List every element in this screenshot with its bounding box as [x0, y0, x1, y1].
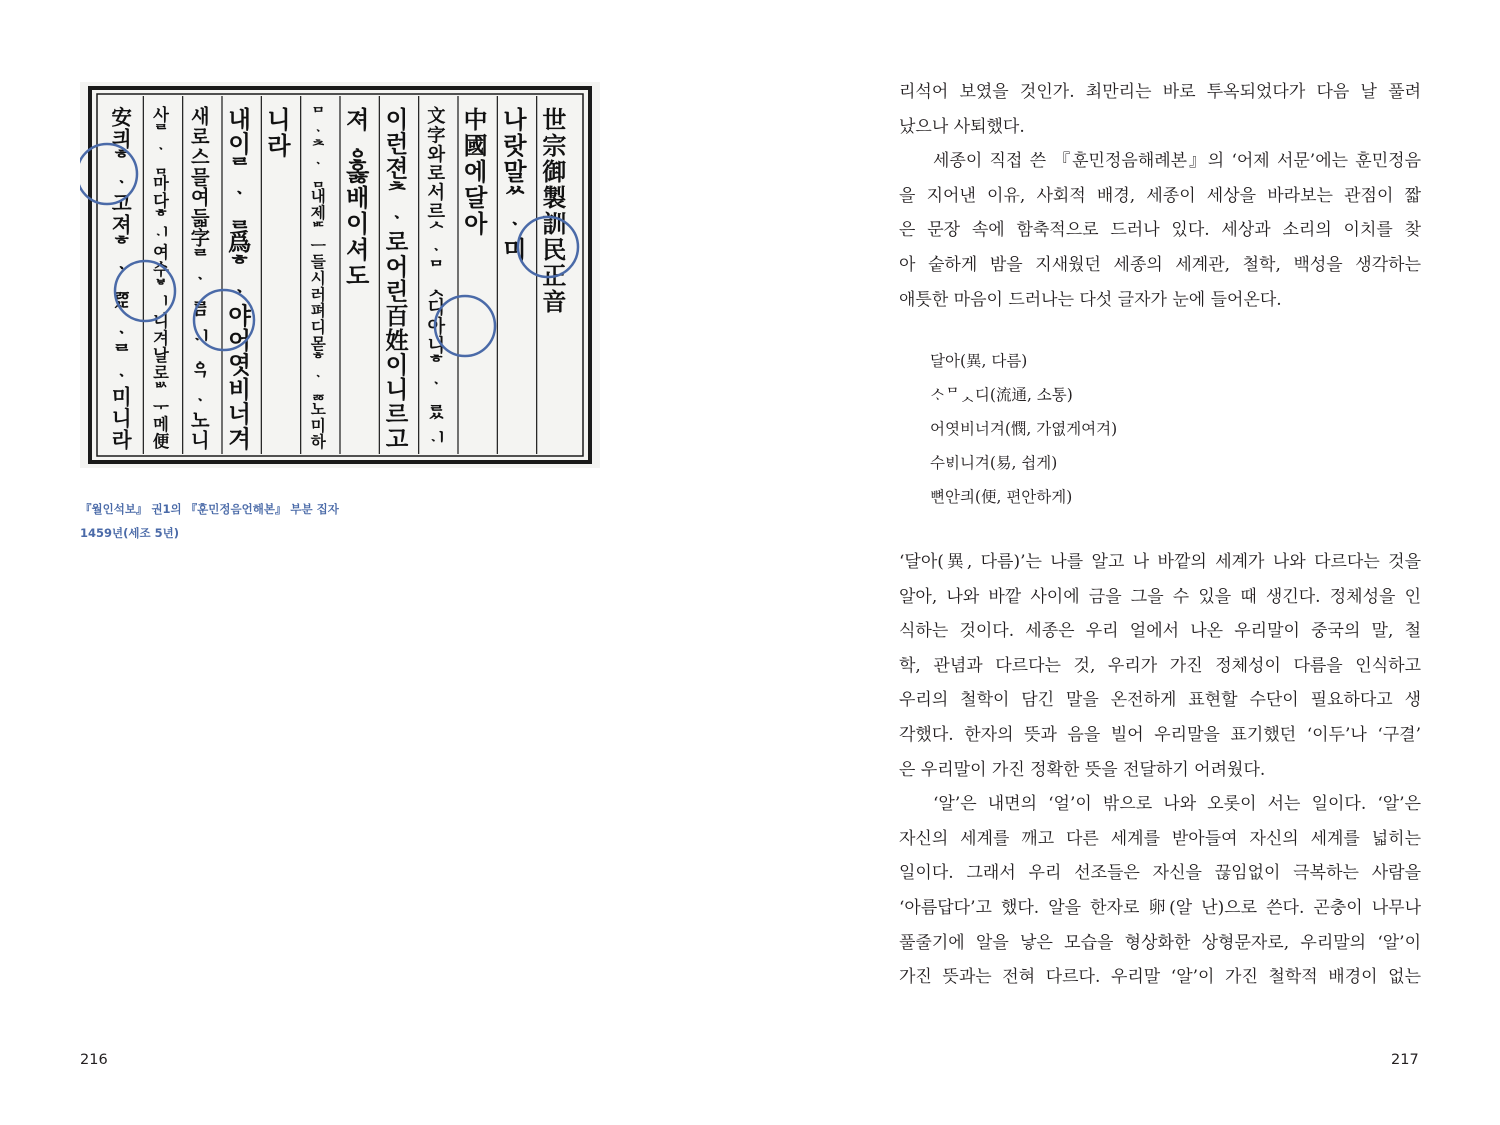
paragraph-3-line: 우리의 철학이 담긴 말을 온전하게 표현할 수단이 필요하다고 생 [899, 690, 1421, 711]
manuscript-glyph: 마 [153, 174, 169, 194]
manuscript-glyph: ᄫ [153, 277, 169, 297]
manuscript-glyph: ᆞ [191, 388, 210, 412]
manuscript-glyph: 姓 [385, 327, 409, 355]
manuscript-glyph: 미 [111, 384, 132, 409]
manuscript-glyph: 와 [427, 144, 446, 166]
manuscript-glyph: ᄀ [191, 368, 210, 392]
manuscript-glyph: 아 [427, 316, 446, 338]
manuscript-glyph: ᆷ [310, 171, 326, 190]
paragraph-2-line: 애틋한 마음이 드러나는 다섯 글자가 눈에 들어온다. [899, 289, 1282, 310]
manuscript-glyph: ᄅ [153, 122, 169, 142]
manuscript-glyph: 訓 [542, 210, 567, 238]
manuscript-glyph: ᄒ [228, 253, 251, 281]
word-list-item: ᄉᆞᄆᆺ디(流通, 소통) [930, 386, 1073, 404]
manuscript-glyph: 니 [427, 335, 446, 357]
manuscript-glyph: ᄡ [153, 380, 169, 400]
word-list-item: 뼌안킈(便, 편안하게) [930, 488, 1073, 506]
manuscript-glyph: 비 [228, 376, 251, 404]
manuscript-facsimile [80, 82, 600, 468]
paragraph-4-line: ‘아름답다’고 했다. 알을 한자로 卵(알 난)으로 쓴다. 곤충이 나무나 [899, 897, 1421, 918]
manuscript-glyph: 너 [228, 401, 251, 429]
manuscript-glyph: ᄯ [111, 298, 132, 323]
manuscript-glyph: ᄒ [310, 351, 326, 370]
manuscript-glyph: 로 [427, 163, 446, 185]
manuscript-glyph: 御 [542, 158, 567, 186]
manuscript-glyph: 엿 [228, 352, 251, 380]
manuscript-glyph: 겨 [228, 425, 251, 453]
manuscript-glyph: 라 [111, 427, 132, 452]
manuscript-glyph: 便 [152, 432, 170, 452]
manuscript-glyph: ᄎ [310, 138, 326, 157]
manuscript-glyph: 스 [191, 145, 210, 169]
word-list-item: 어엿비너겨(憫, 가엾게여겨) [930, 420, 1118, 438]
manuscript-glyph: 듧 [191, 206, 210, 230]
manuscript-glyph: 고 [385, 425, 409, 453]
paragraph-2-line: 은 문장 속에 함축적으로 드러나 있다. 세상과 소리의 이치를 찾 [899, 220, 1421, 241]
paragraph-4-line: ‘알’은 내면의 ‘얼’이 밖으로 나와 오롯이 서는 일이다. ‘알’은 [933, 794, 1421, 815]
manuscript-glyph: 메 [153, 414, 169, 434]
paragraph-3-line: ‘달아(異, 다름)’는 나를 알고 나 바깥의 세계가 나와 다르다는 것을 [899, 552, 1421, 572]
manuscript-glyph: 音 [542, 288, 567, 316]
text-block-top [899, 75, 1421, 317]
manuscript-glyph: 르 [385, 401, 409, 429]
manuscript-glyph: 도 [346, 262, 370, 290]
manuscript-glyph: 미 [503, 236, 527, 264]
manuscript-glyph: 노 [191, 408, 210, 432]
manuscript-glyph: 몯 [310, 334, 326, 353]
manuscript-glyph: 홇 [346, 158, 370, 186]
manuscript-glyph: 百 [385, 302, 409, 330]
paragraph-3-line: 각했다. 한자의 뜻과 음을 빌어 우리말을 표기했던 ‘이두’나 ‘구결’ [899, 724, 1421, 745]
paragraph-3-line: 은 우리말이 가진 정확한 뜻을 전달하기 어려웠다. [899, 759, 1266, 780]
manuscript-glyph: 고 [111, 191, 132, 216]
paragraph-4-line: 가진 뜻과는 전혀 다르다. 우리말 ‘알’이 가진 철학적 배경이 없는 [899, 967, 1421, 988]
manuscript-glyph: ᆡ [191, 327, 210, 351]
manuscript-glyph: 말 [503, 158, 527, 186]
manuscript-glyph: ᇙ [111, 277, 132, 302]
manuscript-glyph: 노 [310, 400, 326, 419]
manuscript-glyph: 러 [310, 285, 326, 304]
page-number-left: 216 [80, 1052, 108, 1068]
manuscript-glyph: ᄒ [427, 354, 446, 376]
manuscript-glyph: 安 [111, 105, 132, 130]
manuscript-glyph: ᆞ [310, 367, 326, 386]
manuscript-glyph: 져 [346, 106, 370, 134]
manuscript-glyph: 製 [542, 184, 567, 212]
manuscript-glyph: 라 [267, 132, 291, 160]
manuscript-glyph: 내 [228, 106, 251, 134]
manuscript-glyph: ᄆ [191, 307, 210, 331]
manuscript-glyph: ᆯ [427, 392, 446, 414]
manuscript-glyph: ᆯ [228, 204, 251, 232]
manuscript-glyph: 런 [385, 130, 409, 158]
manuscript-glyph: 中 [463, 106, 488, 134]
paragraph-4-line: 일이다. 그래서 우리 선조들은 자신을 끊임없이 극복하는 사람을 [899, 863, 1421, 884]
manuscript-glyph: 여 [191, 186, 210, 210]
manuscript-glyph: 르 [427, 201, 446, 223]
manuscript-glyph: ᄊ [427, 411, 446, 433]
manuscript-glyph: 民 [542, 236, 567, 264]
manuscript-glyph: 世 [542, 106, 567, 134]
manuscript-glyph: ᅵ [153, 294, 169, 314]
manuscript-glyph: 이 [228, 130, 251, 158]
manuscript-glyph: 제 [310, 203, 326, 222]
manuscript-glyph: ᄉ [427, 220, 446, 242]
manuscript-glyph: ᄠ [310, 220, 326, 239]
manuscript-glyph: ᆞ [503, 210, 527, 238]
page-number-right: 217 [1391, 1052, 1419, 1068]
manuscript-glyph: 배 [346, 184, 370, 212]
paragraph-4-line: 자신의 세계를 깨고 다른 세계를 받아들여 자신의 세계를 넓히는 [899, 828, 1421, 849]
manuscript-glyph: ᇰ [191, 348, 210, 372]
manuscript-glyph: 正 [542, 262, 567, 290]
paragraph-2-line: 아 숱하게 밤을 지새웠던 세종의 세계관, 철학, 백성을 생각하는 [899, 254, 1421, 275]
manuscript-glyph: 새 [191, 105, 210, 129]
manuscript-glyph: 니 [385, 376, 409, 404]
manuscript-glyph: 들 [310, 252, 326, 271]
manuscript-glyph: ᄒ [111, 148, 132, 173]
manuscript-glyph: 어 [385, 253, 409, 281]
manuscript-glyph: 文 [427, 106, 446, 128]
manuscript-glyph: 겨 [153, 328, 169, 348]
manuscript-glyph: ᆞ [228, 180, 251, 208]
manuscript-glyph: 니 [111, 406, 132, 431]
manuscript-glyph: ᄒ [153, 208, 169, 228]
manuscript-glyph: 린 [385, 278, 409, 306]
manuscript-glyph: ᆯ [191, 287, 210, 311]
paragraph-3-line: 학, 관념과 다르다는 것, 우리가 가진 정체성이 다름을 인식하고 [899, 655, 1421, 676]
manuscript-glyph: 미 [310, 416, 326, 435]
paragraph-4-line: 풀줄기에 알을 낳은 모습을 형상화한 상형문자로, 우리말의 ‘알’이 [899, 932, 1421, 953]
manuscript-glyph: 에 [464, 158, 488, 186]
manuscript-glyph: 여 [153, 242, 169, 262]
word-list-item: 수ᄫᅵ니겨(易, 쉽게) [930, 454, 1058, 472]
manuscript-glyph: ᆺ [427, 278, 446, 300]
manuscript-glyph: 아 [464, 210, 488, 238]
paragraph-2-line: 을 지어낸 이유, 사회적 배경, 세종이 세상을 바라보는 관점이 짧 [899, 185, 1421, 206]
manuscript-glyph: 로 [153, 363, 169, 383]
figure-caption [80, 497, 680, 545]
manuscript-glyph: ᆷ [153, 156, 169, 176]
manuscript-figure [80, 82, 600, 468]
manuscript-glyph: 서 [427, 182, 446, 204]
manuscript-glyph: 爲 [228, 229, 252, 257]
manuscript-glyph: 야 [228, 302, 251, 330]
manuscript-glyph: ᇙ [310, 384, 326, 403]
manuscript-glyph: 니 [191, 428, 210, 452]
paragraph-1-line: 났으나 사퇴했다. [899, 116, 1025, 137]
manuscript-glyph: ᆞ [228, 278, 251, 306]
manuscript-glyph: ᆞ [427, 239, 446, 261]
manuscript-glyph: 이 [346, 210, 370, 238]
manuscript-glyph: 져 [111, 212, 132, 237]
manuscript-glyph: 디 [427, 297, 446, 319]
manuscript-glyph: ᅳ [310, 236, 326, 255]
manuscript-glyph: ᆞ [153, 139, 169, 159]
manuscript-glyph: ᆞ [111, 255, 132, 280]
right-page [750, 0, 1500, 1125]
manuscript-glyph: 니 [153, 311, 169, 331]
caption-line-2: 1459년(세조 5년) [80, 526, 179, 540]
paragraph-3-line: 식하는 것이다. 세종은 우리 얼에서 나온 우리말이 중국의 말, 철 [899, 621, 1421, 642]
manuscript-glyph: ᅮ [153, 397, 169, 417]
manuscript-glyph: 하 [310, 433, 326, 452]
manuscript-glyph: 젼 [385, 155, 409, 183]
manuscript-glyph: ᄒ [111, 234, 132, 259]
manuscript-glyph: 나 [503, 106, 527, 134]
manuscript-glyph: 펴 [310, 302, 326, 321]
manuscript-glyph: ᄎ [385, 180, 409, 208]
manuscript-glyph: 로 [191, 125, 210, 149]
manuscript-glyph: 수 [153, 260, 169, 280]
manuscript-glyph: 날 [153, 346, 169, 366]
manuscript-glyph: ᇰ [346, 132, 370, 160]
caption-line-1: 『월인석보』 권1의 『훈민정음언해본』 부분 집자 [80, 502, 339, 516]
manuscript-glyph: 믈 [191, 165, 210, 189]
manuscript-glyph: ᄅ [191, 246, 210, 270]
manuscript-glyph: 로 [385, 229, 409, 257]
manuscript-glyph: 字 [427, 125, 446, 147]
manuscript-glyph: 字 [190, 226, 210, 250]
manuscript-glyph: 어 [228, 327, 251, 355]
paragraph-1-line: 리석어 보였을 것인가. 최만리는 바로 투옥되었다가 다음 날 풀려 [899, 82, 1421, 102]
manuscript-glyph: 내 [310, 187, 326, 206]
manuscript-glyph: ᆞ [111, 320, 132, 345]
manuscript-glyph: ᆞ [191, 267, 210, 291]
manuscript-glyph: 사 [153, 105, 169, 125]
manuscript-glyph: 다 [153, 191, 169, 211]
manuscript-glyph: ᆡ [153, 225, 169, 245]
manuscript-glyph: 디 [310, 318, 326, 337]
manuscript-glyph: ᆞ [427, 373, 446, 395]
manuscript-glyph: ᆞ [310, 154, 326, 173]
manuscript-glyph: 宗 [542, 132, 567, 160]
manuscript-glyph: ᄆ [427, 259, 446, 281]
manuscript-glyph: ᆞ [385, 204, 409, 232]
manuscript-glyph: ᆞ [111, 169, 132, 194]
manuscript-glyph: 달 [464, 184, 488, 212]
word-list [930, 344, 1117, 514]
manuscript-glyph: 랏 [503, 132, 527, 160]
manuscript-glyph: ᆞ [310, 121, 326, 140]
manuscript-glyph: ᄆ [310, 105, 326, 124]
manuscript-glyph: 國 [463, 132, 488, 160]
text-block-bottom [899, 545, 1421, 995]
manuscript-glyph: 이 [385, 352, 409, 380]
manuscript-glyph: ᄅ [228, 155, 251, 183]
manuscript-glyph: ᄊ [503, 184, 527, 212]
paragraph-3-line: 알아, 나와 바깥 사이에 금을 그을 수 있을 때 생긴다. 정체성을 인 [899, 586, 1421, 607]
word-list-item: 달아(異, 다름) [930, 352, 1028, 370]
manuscript-glyph: 니 [267, 106, 291, 134]
manuscript-glyph: ᄅ [111, 341, 132, 366]
manuscript-glyph: 이 [385, 106, 409, 134]
manuscript-glyph: 셔 [346, 236, 370, 264]
manuscript-glyph: ᆡ [427, 431, 446, 453]
paragraph-2-line: 세종이 직접 쓴 『훈민정음해례본』의 ‘어제 서문’에는 훈민정음 [933, 151, 1421, 172]
manuscript-glyph: ᆞ [111, 363, 132, 388]
manuscript-glyph: 시 [310, 269, 326, 288]
manuscript-glyph: 킈 [111, 126, 132, 151]
